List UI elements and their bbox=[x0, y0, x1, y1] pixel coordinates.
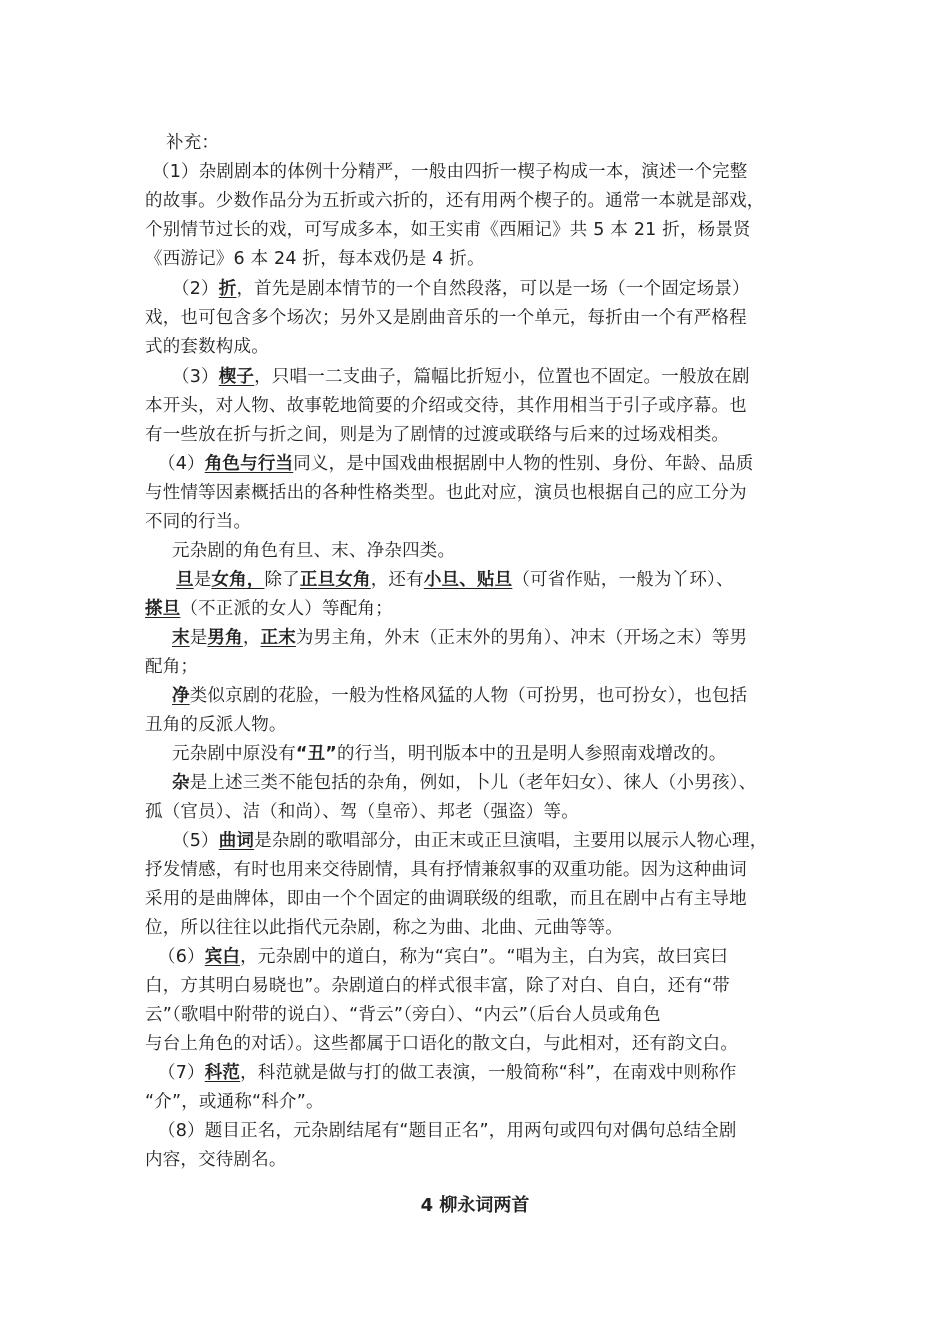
jing-text-1: 类似京剧的花脸，一般为性格风猛的人物（可扮男，也可扮女），也包括 bbox=[189, 686, 748, 706]
mo-text-2: ， bbox=[242, 628, 261, 648]
p2-line-1 bbox=[172, 278, 750, 300]
term-kefan: 科范 bbox=[204, 1063, 241, 1083]
p3-line-3: 有一些放在折与折之间，则是为了剧情的过渡或联络与后来的过场戏相类。 bbox=[145, 425, 730, 445]
dan-text-4: （可省作贴，一般为丫环）、 bbox=[512, 570, 734, 590]
p6-line-1 bbox=[158, 946, 728, 968]
p7-text: ，科范就是做与打的做工表演，一般简称“科”，在南戏中则称作 bbox=[240, 1063, 737, 1083]
p2-line-3: 式的套数构成。 bbox=[145, 337, 269, 357]
term-juese: 角色与行当 bbox=[204, 454, 294, 474]
mo-line-2: 配角； bbox=[145, 657, 199, 677]
chou-text-2: 的行当，明刊版本中的丑是明人参照南戏增改的。 bbox=[337, 744, 727, 764]
term-jing: 净 bbox=[172, 686, 190, 706]
dan-line-2 bbox=[145, 598, 393, 620]
jing-line-2: 丑角的反派人物。 bbox=[145, 715, 287, 735]
za-line-2: 孤（官员）、洁（和尚）、驾（皇帝）、邦老（强盗）等。 bbox=[145, 802, 579, 822]
mo-text-1: 是 bbox=[189, 628, 208, 648]
p3-text: ，只唱一二支曲子，篇幅比折短小，位置也不固定。一般放在剧 bbox=[254, 367, 750, 387]
p1-line-3: 个别情节过长的戏，可写成多本，如王实甫《西厢记》共 5 本 21 折，杨景贤 bbox=[145, 220, 751, 240]
term-za: 杂 bbox=[172, 773, 190, 793]
p4-line-1 bbox=[158, 453, 753, 475]
p6-line-3: 云”（歌唱中附带的说白）、“背云”（旁白）、“内云”（后台人员或角色 bbox=[145, 1005, 661, 1025]
mo-line-1 bbox=[172, 627, 747, 649]
p2-number: （2） bbox=[172, 279, 219, 299]
jing-line-1 bbox=[172, 685, 747, 707]
p6-line-4: 与台上角色的对话）。这些都属于口语化的散文白，与此相对，还有韵文白。 bbox=[145, 1034, 739, 1054]
term-nanjue: 男角 bbox=[207, 628, 243, 648]
dan-text-1: 是 bbox=[193, 570, 212, 590]
section-heading: 4 柳永词两首 bbox=[420, 1195, 530, 1216]
term-quci: 曲词 bbox=[218, 831, 255, 851]
p3-line-1 bbox=[172, 366, 750, 388]
za-line-1 bbox=[172, 772, 756, 794]
p6-text: ，元杂剧中的道白，称为“宾白”。“唱为主，白为宾，故曰宾曰 bbox=[240, 947, 729, 967]
p4-line-3: 不同的行当。 bbox=[145, 512, 252, 532]
p5-line-1 bbox=[172, 830, 767, 852]
term-dan: 旦 bbox=[176, 570, 194, 590]
p3-line-2: 本开头，对人物、故事乾地简要的介绍或交待，其作用相当于引子或序幕。也 bbox=[145, 396, 747, 416]
term-zhengdan: 正旦女角 bbox=[299, 570, 371, 590]
p4-number: （4） bbox=[158, 454, 205, 474]
chou-line bbox=[172, 743, 726, 765]
dan-text-3: ，还有 bbox=[370, 570, 424, 590]
p2-text: ，首先是剧本情节的一个自然段落，可以是一场（一个固定场景） bbox=[236, 279, 750, 299]
p1-line-2: 的故事。少数作品分为五折或六折的，还有用两个楔子的。通常一本就是部戏， bbox=[145, 191, 765, 211]
p8-line-2: 内容，交待剧名。 bbox=[145, 1150, 287, 1170]
p4-text: 同义，是中国戏曲根据剧中人物的性别、身份、年龄、品质 bbox=[293, 454, 754, 474]
p7-line-2: “介”，或通称“科介”。 bbox=[145, 1092, 324, 1112]
term-nvjue: 女角， bbox=[211, 570, 265, 590]
term-binbai: 宾白 bbox=[204, 947, 241, 967]
term-zhengmo: 正末 bbox=[260, 628, 296, 648]
p5-line-4: 位，所以往往以此指代元杂剧，称之为曲、北曲、元曲等等。 bbox=[145, 918, 623, 938]
term-chou: “丑” bbox=[295, 744, 338, 764]
p7-line-1 bbox=[158, 1062, 737, 1084]
p3-number: （3） bbox=[172, 367, 219, 387]
term-xiaodan: 小旦、贴旦 bbox=[423, 570, 513, 590]
p5-line-2: 抒发情感，有时也用来交待剧情，具有抒情兼叙事的双重功能。因为这种曲词 bbox=[145, 860, 747, 880]
p5-text: 是杂剧的歌唱部分，由正末或正旦演唱，主要用以展示人物心理， bbox=[254, 831, 768, 851]
p1-line-4: 《西游记》6 本 24 折，每本戏仍是 4 折。 bbox=[145, 249, 485, 269]
p7-number: （7） bbox=[158, 1063, 205, 1083]
roles-intro: 元杂剧的角色有旦、末、净杂四类。 bbox=[172, 541, 456, 561]
p6-line-2: 白，方其明白易晓也”。杂剧道白的样式很丰富，除了对白、自白，还有“带 bbox=[145, 976, 730, 996]
p4-line-2: 与性情等因素概括出的各种性格类型。也此对应，演员也根据自己的应工分为 bbox=[145, 483, 747, 503]
supplement-label: 补充： bbox=[166, 133, 220, 153]
za-text-1: 是上述三类不能包括的杂角，例如，卜儿（老年妇女）、徕人（小男孩）、 bbox=[189, 773, 757, 793]
p5-line-3: 采用的是曲牌体，即由一个个固定的曲调联级的组歌，而且在剧中占有主导地 bbox=[145, 889, 747, 909]
dan-text-2: 除了 bbox=[264, 570, 300, 590]
p2-line-2: 戏，也可包含多个场次；另外又是剧曲音乐的一个单元，每折由一个有严格程 bbox=[145, 308, 747, 328]
chou-text-1: 元杂剧中原没有 bbox=[172, 744, 296, 764]
dan-text-5: （不正派的女人）等配角； bbox=[180, 599, 393, 619]
term-zhe: 折 bbox=[218, 279, 237, 299]
term-xiezi: 楔子 bbox=[218, 367, 255, 387]
dan-line-1 bbox=[176, 569, 734, 591]
p6-number: （6） bbox=[158, 947, 205, 967]
p8-line-1: （8）题目正名，元杂剧结尾有“题目正名”，用两句或四句对偶句总结全剧 bbox=[158, 1121, 737, 1141]
term-chadan: 搽旦 bbox=[145, 599, 181, 619]
p1-line-1: （1）杂剧剧本的体例十分精严，一般由四折一楔子构成一本，演述一个完整 bbox=[152, 162, 748, 182]
mo-text-3: 为男主角，外末（正末外的男角）、冲末（开场之末）等男 bbox=[295, 628, 748, 648]
p5-number: （5） bbox=[172, 831, 219, 851]
term-mo: 末 bbox=[172, 628, 190, 648]
